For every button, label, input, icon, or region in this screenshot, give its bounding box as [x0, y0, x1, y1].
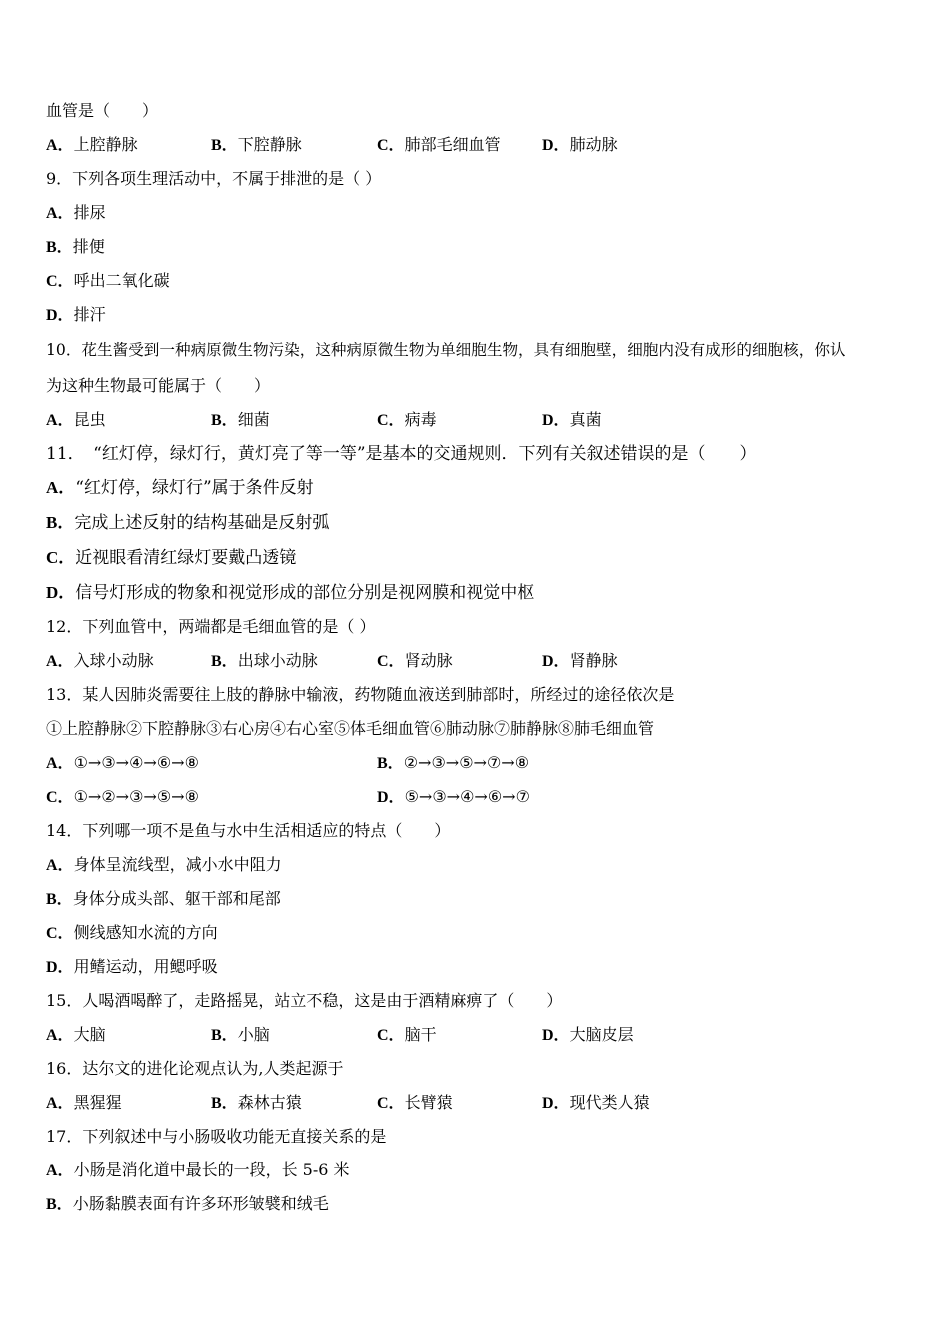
q11-option-c: C．近视眼看清红绿灯要戴凸透镜 [46, 548, 297, 568]
q15-option-b: B．小脑 [211, 1025, 270, 1044]
q9-option-b: B．排便 [46, 237, 105, 256]
q12-stem: 12．下列血管中，两端都是毛细血管的是（ ） [46, 617, 376, 636]
q8-option-b: B．下腔静脉 [211, 135, 302, 154]
q16-option-a: A．黑猩猩 [46, 1093, 122, 1112]
q10-stem-line2: 为这种生物最可能属于（ ） [46, 376, 271, 395]
q15-option-c: C．脑干 [377, 1025, 437, 1044]
q10-option-a: A．昆虫 [46, 410, 106, 429]
q12-option-b: B．出球小动脉 [211, 651, 318, 670]
q11-option-a: A．“红灯停，绿灯行”属于条件反射 [46, 478, 314, 498]
q13-option-b: B．②→③→⑤→⑦→⑧ [377, 753, 530, 772]
q8-option-c: C．肺部毛细血管 [377, 135, 501, 154]
q17-option-b: B．小肠黏膜表面有许多环形皱襞和绒毛 [46, 1194, 329, 1213]
q15-option-a: A．大脑 [46, 1025, 106, 1044]
q13-option-d: D．⑤→③→④→⑥→⑦ [377, 787, 530, 806]
q8-option-a: A．上腔静脉 [46, 135, 138, 154]
q9-option-d: D．排汗 [46, 305, 106, 324]
q10-stem-line1: 10．花生酱受到一种病原微生物污染，这种病原微生物为单细胞生物，具有细胞壁，细胞内没有成形的细胞核，你认 [46, 341, 846, 359]
q17-stem: 17．下列叙述中与小肠吸收功能无直接关系的是 [46, 1127, 387, 1146]
q13-option-c: C．①→②→③→⑤→⑧ [46, 787, 199, 806]
q16-option-d: D．现代类人猿 [542, 1093, 650, 1112]
q11-stem: 11． “红灯停，绿灯行，黄灯亮了等一等”是基本的交通规则．下列有关叙述错误的是（ ） [46, 444, 757, 464]
q13-stem: 13．某人因肺炎需要往上肢的静脉中输液，药物随血液送到肺部时，所经过的途径依次是 [46, 685, 675, 704]
q14-option-a: A．身体呈流线型，减小水中阻力 [46, 855, 282, 874]
q16-option-b: B．森林古猿 [211, 1093, 302, 1112]
q8-option-d: D．肺动脉 [542, 135, 618, 154]
q9-option-a: A．排尿 [46, 203, 106, 222]
q13-option-a: A．①→③→④→⑥→⑧ [46, 753, 199, 772]
q12-option-c: C．肾动脉 [377, 651, 453, 670]
q14-option-c: C．侧线感知水流的方向 [46, 923, 218, 942]
q16-option-c: C．长臂猿 [377, 1093, 453, 1112]
q11-option-d: D．信号灯形成的物象和视觉形成的部位分别是视网膜和视觉中枢 [46, 583, 535, 603]
q16-stem: 16．达尔文的进化论观点认为,人类起源于 [46, 1059, 344, 1078]
q10-option-c: C．病毒 [377, 410, 437, 429]
q11-option-b: B．完成上述反射的结构基础是反射弧 [46, 513, 330, 533]
q10-option-d: D．真菌 [542, 410, 602, 429]
q15-option-d: D．大脑皮层 [542, 1025, 634, 1044]
q9-option-c: C．呼出二氧化碳 [46, 271, 170, 290]
q9-stem: 9．下列各项生理活动中，不属于排泄的是（ ） [46, 169, 382, 188]
q12-option-d: D．肾静脉 [542, 651, 618, 670]
q14-option-b: B．身体分成头部、躯干部和尾部 [46, 889, 281, 908]
q14-stem: 14．下列哪一项不是鱼与水中生活相适应的特点（ ） [46, 821, 451, 840]
q17-option-a: A．小肠是消化道中最长的一段，长 5-6 米 [46, 1160, 350, 1179]
q10-option-b: B．细菌 [211, 410, 270, 429]
q12-option-a: A．入球小动脉 [46, 651, 154, 670]
q15-stem: 15．人喝酒喝醉了，走路摇晃，站立不稳，这是由于酒精麻痹了（ ） [46, 991, 563, 1010]
q13-items: ①上腔静脉②下腔静脉③右心房④右心室⑤体毛细血管⑥肺动脉⑦肺静脉⑧肺毛细血管 [46, 719, 655, 738]
q14-option-d: D．用鳍运动，用鳃呼吸 [46, 957, 218, 976]
q8-stem-tail: 血管是（ ） [46, 101, 159, 120]
